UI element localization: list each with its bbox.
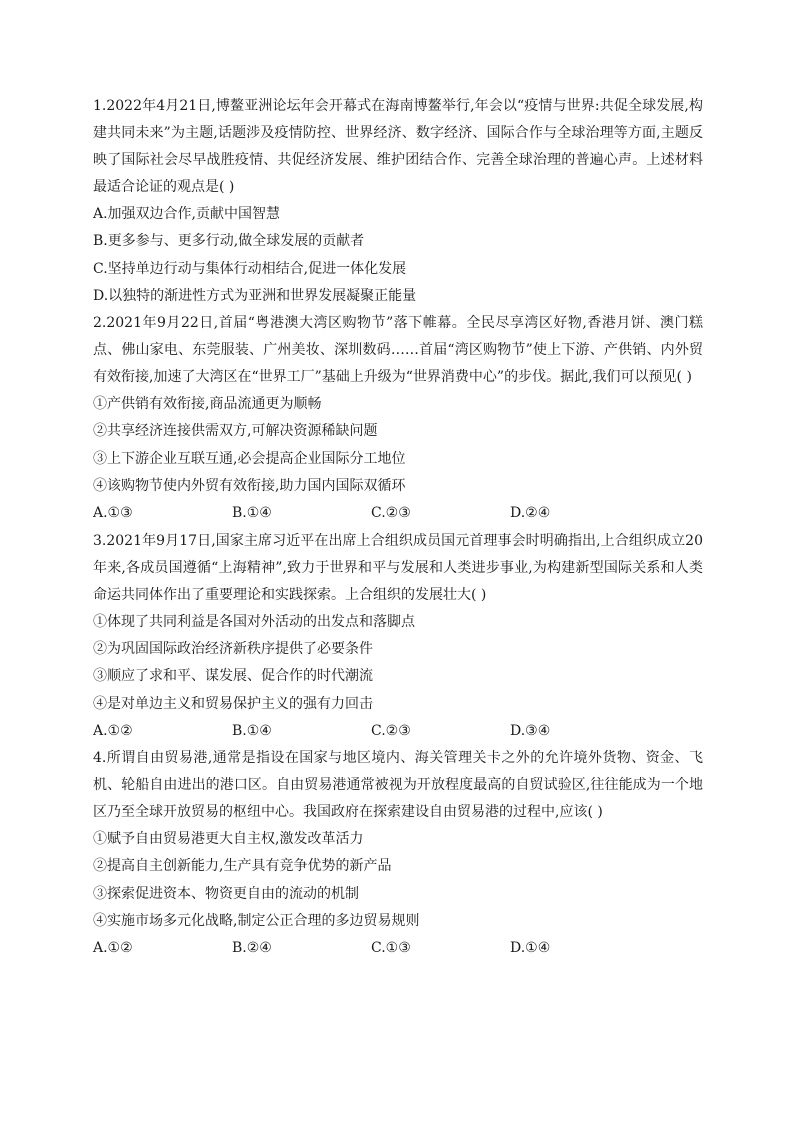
choice-d: D.③④ <box>510 722 551 739</box>
choice-c: C.②③ <box>371 505 411 522</box>
question-stem: 1.2022年4月21日,博鳌亚洲论坛年会开幕式在海南博鳌举行,年会以“疫情与世界:共促全球发展,构建共同未来”为主题,话题涉及疫情防控、世界经济、数字经济、国际合作与全球治理等方面,主题反映了国际社会尽早战胜疫情、共促经济发展、维护团结合作、完善全球治理的普遍心声。上述材料最适合论证的观点是( ) <box>93 98 703 195</box>
answer-choices <box>93 500 703 527</box>
statement-3: ③上下游企业互联互通,必会提高企业国际分工地位 <box>93 450 406 467</box>
choice-a: A.①② <box>93 940 133 957</box>
exam-page <box>93 93 703 963</box>
statement-3: ③顺应了求和平、谋发展、促合作的时代潮流 <box>93 668 373 685</box>
option-a: A.加强双边合作,贡献中国智慧 <box>93 206 281 222</box>
option-c: C.坚持单边行动与集体行动相结合,促进一体化发展 <box>93 260 407 277</box>
question-stem: 2.2021年9月22日,首届“粤港澳大湾区购物节”落下帷幕。全民尽享湾区好物,香港月饼、澳门糕点、佛山家电、东莞服装、广州美妆、深圳数码……首届“湾区购物节”使上下游、产供销、内外贸有效衔接,加速了大湾区在“世界工厂”基础上升级为“世界消费中心”的步伐。据此,我们可以预见( ) <box>93 315 703 386</box>
statement-1: ①产供销有效衔接,商品流通更为顺畅 <box>93 396 322 413</box>
choice-d: D.①④ <box>510 940 551 957</box>
choice-c: C.②③ <box>371 722 411 739</box>
statement-1: ①赋予自由贸易港更大自主权,激发改革活力 <box>93 831 364 848</box>
choice-d: D.②④ <box>510 505 551 522</box>
choice-a: A.①③ <box>93 505 133 522</box>
statement-2: ②为巩固国际政治经济新秩序提供了必要条件 <box>93 640 373 657</box>
choice-b: B.①④ <box>232 505 272 522</box>
option-d: D.以独特的渐进性方式为亚洲和世界发展凝聚正能量 <box>93 287 417 304</box>
question-3 <box>93 528 703 745</box>
option-b: B.更多参与、更多行动,做全球发展的贡献者 <box>93 233 365 250</box>
statement-1: ①体现了共同利益是各国对外活动的出发点和落脚点 <box>93 613 415 630</box>
choice-b: B.②④ <box>232 940 272 957</box>
statement-3: ③探索促进资本、物资更自由的流动的机制 <box>93 885 359 902</box>
statement-2: ②共享经济连接供需双方,可解决资源稀缺问题 <box>93 423 378 440</box>
answer-choices <box>93 935 703 962</box>
question-1 <box>93 93 703 310</box>
choice-a: A.①② <box>93 722 133 739</box>
choice-c: C.①③ <box>371 940 411 957</box>
question-4 <box>93 745 703 962</box>
statement-2: ②提高自主创新能力,生产具有竞争优势的新产品 <box>93 858 392 875</box>
choice-b: B.①④ <box>232 722 272 739</box>
question-stem: 4.所谓自由贸易港,通常是指设在国家与地区境内、海关管理关卡之外的允许境外货物、资金、飞机、轮船自由进出的港口区。自由贸易港通常被视为开放程度最高的自贸试验区,往往能成为一个地区乃至全球开放贸易的枢纽中心。我国政府在探索建设自由贸易港的过程中,应该( ) <box>93 750 703 821</box>
statement-4: ④该购物节使内外贸有效衔接,助力国内国际双循环 <box>93 478 406 495</box>
statement-4: ④是对单边主义和贸易保护主义的强有力回击 <box>93 695 373 712</box>
question-stem: 3.2021年9月17日,国家主席习近平在出席上合组织成员国元首理事会时明确指出,上合组织成立20年来,各成员国遵循“上海精神”,致力于世界和平与发展和人类进步事业,为构建新型国际关系和人类命运共同体作出了重要理论和实践探索。上合组织的发展壮大( ) <box>93 532 703 603</box>
question-2 <box>93 310 703 527</box>
statement-4: ④实施市场多元化战略,制定公正合理的多边贸易规则 <box>93 913 420 930</box>
answer-choices <box>93 718 703 745</box>
